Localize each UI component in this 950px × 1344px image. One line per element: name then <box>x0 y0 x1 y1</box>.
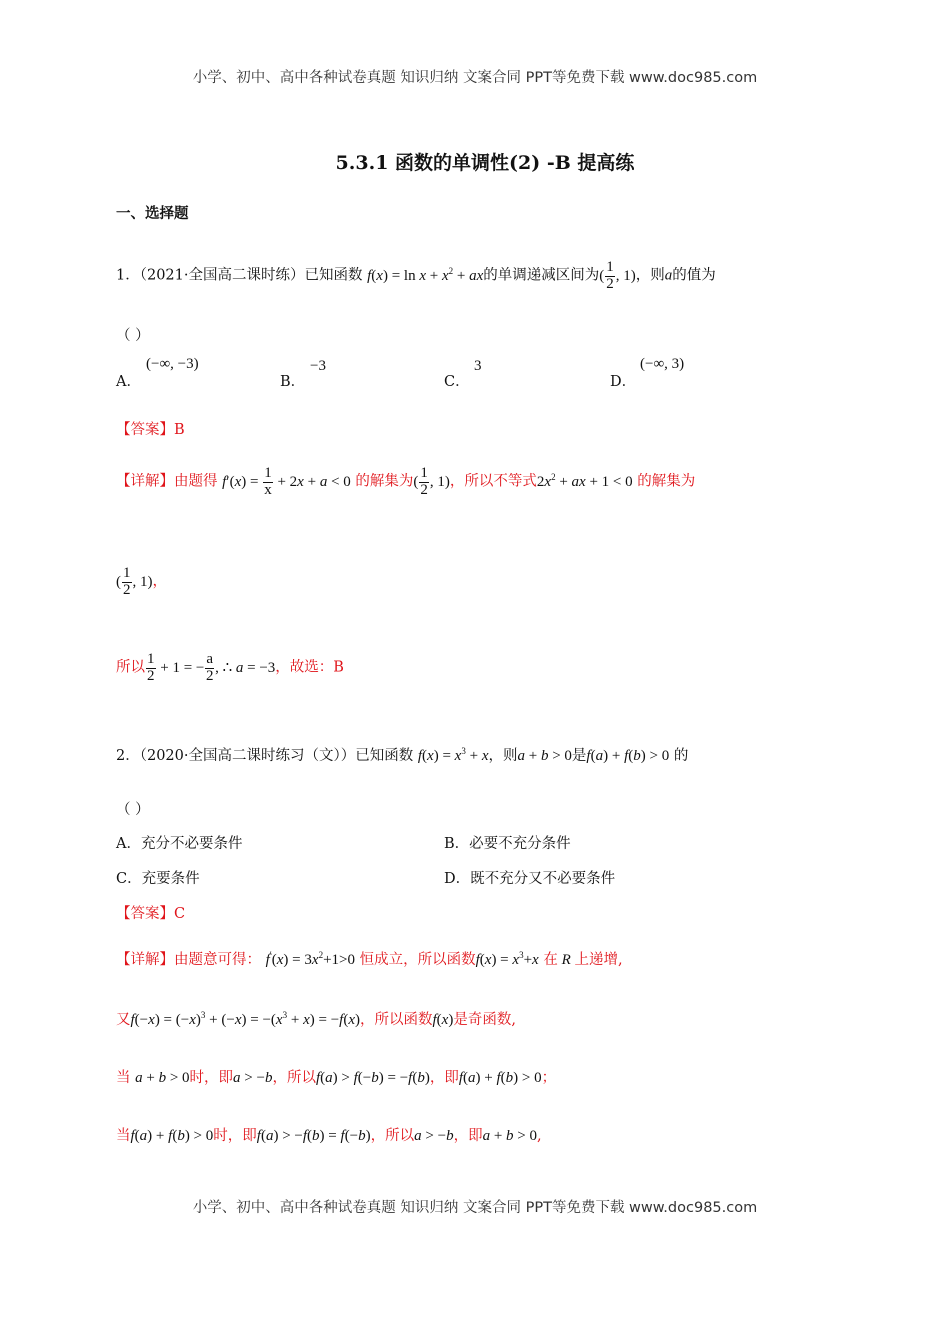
q2-line3-chain: f(a) > f(−b) = −f(b) <box>315 1070 430 1086</box>
q2-option-a: A．充分不必要条件 <box>116 836 243 852</box>
q2-d4e: , <box>537 1128 542 1144</box>
q1-interval-2: ( $\frac{1}{2}$ , 1) <box>413 465 450 498</box>
page-header: 小学、初中、高中各种试卷真题 知识归纳 文案合同 PPT等免费下载 www.doc985.com <box>192 70 758 86</box>
q2-d4c: ，所以 <box>370 1128 415 1144</box>
q1-option-a-value: (−∞, −3) <box>146 356 199 372</box>
q2-detail-line-2 <box>116 1008 516 1029</box>
q1-paren: （ ） <box>116 328 150 344</box>
q1-answer: 【答案】B <box>116 422 185 438</box>
q1-detail-line-3 <box>116 652 344 685</box>
q1-detail-text-5: ， <box>152 573 167 590</box>
q2-source: （2020·全国高二课时练习（文））已知函数 <box>139 748 414 764</box>
q2-d2c: 是奇函数, <box>453 1012 516 1028</box>
q2-d2a: 又 <box>116 1012 131 1028</box>
q2-end-text: 的 <box>673 748 689 764</box>
q1-detail-line-2 <box>116 566 167 599</box>
q2-option-c: C．充要条件 <box>116 871 200 887</box>
q2-d3a: 当 <box>116 1070 136 1086</box>
q2-d2b: ，所以函数 <box>360 1012 433 1028</box>
q2-line4-result: a + b > 0 <box>482 1128 538 1144</box>
q2-line3-cond: a + b > 0 <box>135 1070 190 1086</box>
q1-var-a: a <box>664 267 673 284</box>
page-footer: 小学、初中、高中各种试卷真题 知识归纳 文案合同 PPT等免费下载 www.doc985.com <box>192 1200 758 1216</box>
q2-d1b: 恒成立，所以函数 <box>359 952 476 968</box>
q1-inequality: $2x^2$ + ax + 1 < 0 <box>536 471 633 490</box>
q2-function-formula-2: $f(x) = x^3+x$ <box>475 950 539 968</box>
q2-detail-line-3 <box>116 1066 556 1087</box>
q1-detail-text-2: 的解集为 <box>355 473 414 490</box>
q2-d1a: 由题意可得： <box>174 952 261 968</box>
q1-end2-text: 的值为 <box>672 267 716 284</box>
q1-source: （2021·全国高二课时练）已知函数 <box>139 267 363 284</box>
q2-detail-line-1 <box>116 948 623 969</box>
q2-d3c: ，所以 <box>272 1070 316 1086</box>
q1-option-d-value: (−∞, 3) <box>640 356 685 372</box>
q1-function-formula: $f(x) = \ln x + x^2$ + ax <box>367 265 484 284</box>
q1-detail-text-3: ，所以不等式 <box>449 473 537 490</box>
q1-number: 1． <box>116 267 140 284</box>
q2-line4-ineq: a > −b <box>414 1128 454 1144</box>
q1-detail-text-4: 的解集为 <box>637 473 696 490</box>
q2-d4b: 时，即 <box>213 1128 257 1144</box>
q2-condition-1: a + b > 0 <box>517 748 572 764</box>
q2-condition-2: f(a) + f(b) > 0 <box>586 748 670 764</box>
q1-interval: ( $\frac{1}{2}$ , 1) <box>599 259 636 292</box>
q2-option-d: D．既不充分又不必要条件 <box>444 871 616 887</box>
q2-d4a: 当 <box>116 1128 131 1144</box>
q2-function-formula: $f(x) = x^3 + x$ <box>417 746 489 764</box>
q2-d3e: ； <box>541 1070 557 1086</box>
q1-option-a-label: A． <box>116 374 141 390</box>
q2-line4-cond: f(a) + f(b) > 0 <box>130 1128 214 1144</box>
q1-detail-text-1: 由题得 <box>174 473 218 490</box>
page-title: 5.3.1 函数的单调性(2) -B 提高练 <box>335 152 635 174</box>
q2-fx: f(x) <box>432 1012 454 1028</box>
question-2 <box>116 744 688 765</box>
q1-derivative-formula: f′(x) = $\frac{1}{x}$ + 2x + a < 0 <box>222 465 351 498</box>
q2-odd-formula: $f(-x) = (-x)^3 + (-x) = -(x^3 + x) = -f(x)$ <box>130 1010 360 1028</box>
q2-detail-tag: 【详解】 <box>116 952 174 968</box>
q2-line3-result: f(a) + f(b) > 0 <box>458 1070 542 1086</box>
section-heading: 一、选择题 <box>116 205 189 222</box>
q1-detail-line-1 <box>116 466 695 499</box>
q2-number: 2． <box>116 748 140 764</box>
q1-option-c-label: C． <box>444 374 470 390</box>
q1-option-b-value: −3 <box>310 358 326 374</box>
q2-mid-text: ，则 <box>488 748 518 764</box>
q2-d3b: 时，即 <box>189 1070 234 1086</box>
q2-paren: （ ） <box>116 802 150 818</box>
question-1 <box>116 260 716 293</box>
q2-line3-ineq: a > −b <box>233 1070 273 1086</box>
q1-detail-text-7: ，故选：B <box>275 659 344 676</box>
q1-detail-tag: 【详解】 <box>116 473 174 490</box>
q2-d4d: ，即 <box>453 1128 483 1144</box>
q1-solve-formula: $\frac{1}{2}$ + 1 = − $\frac{a}{2}$ , ∴ a = −3 <box>147 651 276 684</box>
q1-end-text: ，则 <box>635 267 665 284</box>
q2-mid2-text: 是 <box>571 748 587 764</box>
q1-detail-text-6: 所以 <box>116 659 145 676</box>
q2-detail-line-4 <box>116 1124 542 1145</box>
q2-option-b: B．必要不充分条件 <box>444 836 571 852</box>
q1-option-d-label: D． <box>610 374 637 390</box>
q2-d1d: 上递增, <box>574 952 623 968</box>
q2-real-set: R <box>557 952 575 968</box>
q2-d1c: 在 <box>543 952 558 968</box>
q1-interval-3: ( $\frac{1}{2}$ , 1) <box>116 565 153 598</box>
q2-line4-chain: f(a) > −f(b) = f(−b) <box>256 1128 371 1144</box>
q2-d3d: ，即 <box>429 1070 459 1086</box>
q1-option-c-value: 3 <box>474 358 482 374</box>
q1-option-b-label: B． <box>280 374 306 390</box>
q2-answer: 【答案】C <box>116 906 186 922</box>
q2-derivative-formula: $f'(x) = 3x^2+1>0$ <box>265 950 355 968</box>
q1-mid-text: 的单调递减区间为 <box>483 267 600 284</box>
